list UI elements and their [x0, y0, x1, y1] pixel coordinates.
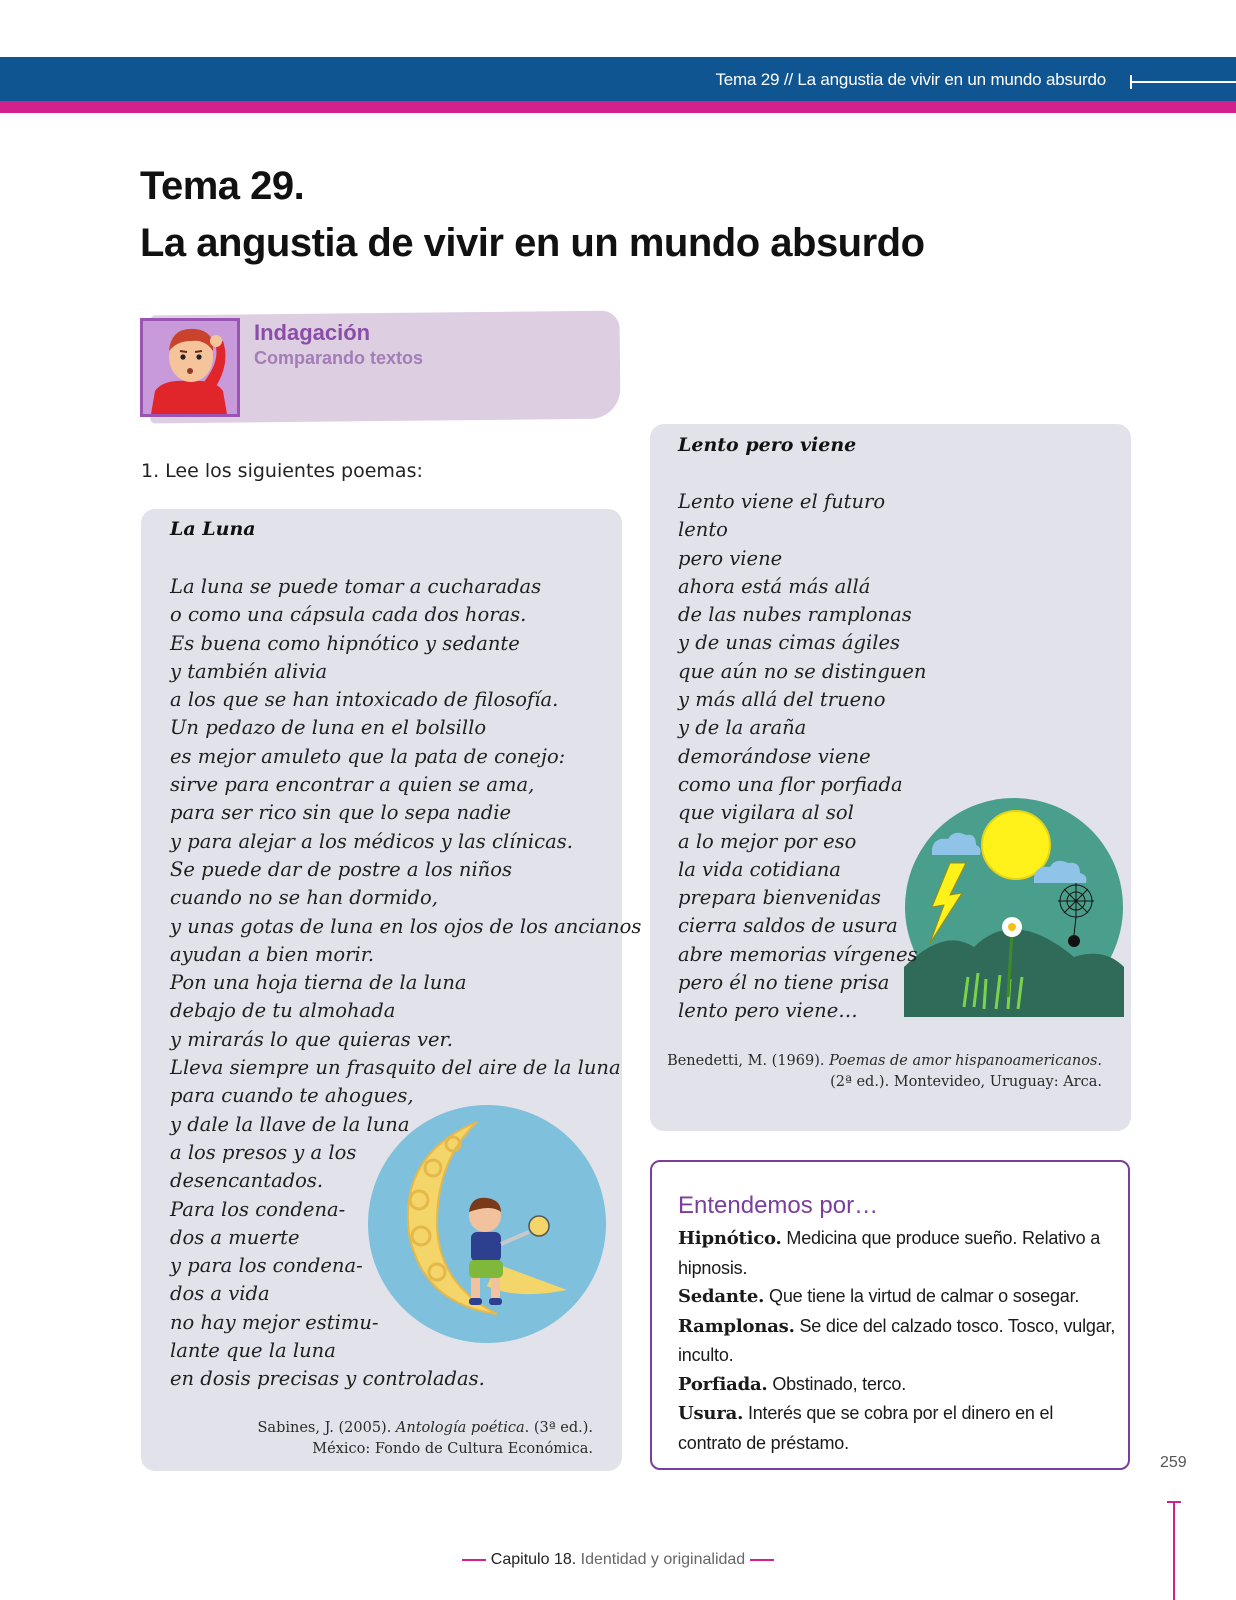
poem-line: demorándose viene	[678, 744, 871, 768]
poem-line: abre memorias vírgenes	[678, 942, 918, 966]
poem-line: que vigilara al sol	[678, 801, 854, 825]
poem-line: Lento viene el futuro	[678, 490, 886, 513]
poem-line: sirve para encontrar a quien se ama,	[170, 773, 535, 797]
glossary-entry	[678, 1312, 1118, 1370]
poem-line: para ser rico sin que lo sepa nadie	[170, 801, 511, 825]
poem-la-luna-citation	[200, 1418, 593, 1460]
header-stripe	[0, 101, 1236, 113]
poem-line: y más allá del trueno	[678, 688, 886, 712]
glossary-term: Porfiada.	[678, 1373, 768, 1395]
poem-line: y unas gotas de luna en los ojos de los ancianos	[170, 914, 642, 938]
glossary-term: Ramplonas.	[678, 1315, 795, 1337]
poem-line: a los presos y a los	[170, 1140, 357, 1164]
poem-line: la vida cotidiana	[678, 857, 841, 881]
poem-line: dos a vida	[170, 1282, 270, 1306]
glossary-list	[678, 1224, 1118, 1457]
page-title-line2: La angustia de vivir en un mundo absurdo	[140, 221, 925, 265]
page-title	[140, 158, 925, 272]
poem-line: cierra saldos de usura	[678, 914, 898, 938]
poem-line: como una flor porfiada	[678, 772, 903, 796]
footer-title: Identidad y originalidad	[576, 1551, 746, 1568]
poem-line: y de la araña	[678, 716, 807, 740]
poem-lento-citation	[660, 1051, 1102, 1093]
citation-work: Antología poética	[395, 1420, 525, 1436]
poem-line: cuando no se han dormido,	[170, 886, 438, 910]
poem-la-luna-lines	[170, 573, 641, 1394]
header-rule	[1131, 81, 1236, 83]
poem-line: Lleva siempre un frasquito del aire de la luna	[170, 1056, 621, 1080]
citation-work: Poemas de amor hispanoamericanos.	[829, 1053, 1102, 1069]
poem-lento-lines	[678, 488, 926, 1026]
citation-author: Sabines, J. (2005).	[257, 1420, 396, 1436]
poem-line: Es buena como hipnótico y sedante	[170, 631, 520, 655]
glossary-entry	[678, 1282, 1118, 1312]
poem-line: para cuando te ahogues,	[170, 1084, 414, 1108]
glossary-term: Usura.	[678, 1403, 744, 1424]
poem-line: en dosis precisas y controladas.	[170, 1367, 485, 1391]
glossary-entry	[678, 1399, 1118, 1457]
poem-line: Pon una hoja tierna de la luna	[170, 971, 467, 995]
poem-la-luna-title: La Luna	[170, 518, 256, 540]
poem-line: La luna se puede tomar a cucharadas	[170, 575, 542, 598]
glossary-box	[650, 1160, 1130, 1470]
poem-line: y para alejar a los médicos y las clínicas.	[170, 829, 573, 853]
poem-line: ayudan a bien morir.	[170, 942, 375, 966]
poem-line: de las nubes ramplonas	[678, 603, 912, 627]
footer-chapter: Capitulo 18.	[490, 1551, 577, 1568]
glossary-definition: Obstinado, terco.	[767, 1373, 906, 1394]
glossary-definition: Se dice del calzado tosco. Tosco, vulgar, inculto.	[678, 1315, 1116, 1365]
poem-line: y para los condena-	[170, 1254, 363, 1278]
poem-line: no hay mejor estimu-	[170, 1310, 379, 1334]
poem-line: pero él no tiene prisa	[678, 971, 890, 995]
glossary-term: Hipnótico.	[678, 1228, 782, 1249]
poem-line: y dale la llave de la luna	[170, 1112, 410, 1136]
page-title-line1: Tema 29.	[140, 164, 305, 208]
citation-publisher: (2ª ed.). Montevideo, Uruguay: Arca.	[830, 1074, 1102, 1090]
glossary-title: Entendemos por…	[678, 1192, 879, 1219]
poem-line: y también alivia	[170, 659, 328, 683]
poem-line: y mirarás lo que quieras ver.	[170, 1027, 453, 1051]
running-title: Tema 29 // La angustia de vivir en un mundo absurdo	[715, 70, 1106, 89]
poem-line: lento pero viene…	[678, 999, 858, 1023]
poem-line: ahora está más allá	[678, 574, 871, 598]
poem-line: o como una cápsula cada dos horas.	[170, 603, 527, 627]
instruction: 1. Lee los siguientes poemas:	[141, 460, 423, 482]
citation-author: Benedetti, M. (1969).	[667, 1053, 830, 1069]
citation-edition: . (3ª ed.).	[524, 1420, 593, 1436]
glossary-entry	[678, 1370, 1118, 1400]
footer	[0, 1551, 1236, 1569]
glossary-definition: Interés que se cobra por el dinero en el contrato de préstamo.	[678, 1403, 1054, 1453]
poem-line: y de unas cimas ágiles	[678, 631, 900, 655]
poem-line: Para los condena-	[170, 1197, 346, 1221]
inquiry-subtitle: Comparando textos	[254, 348, 424, 368]
glossary-entry	[678, 1224, 1118, 1282]
poem-line: lento	[678, 518, 728, 542]
glossary-definition: Que tiene la virtud de calmar o sosegar.	[764, 1286, 1080, 1306]
poem-line: Se puede dar de postre a los niños	[170, 857, 512, 881]
inquiry-title: Indagación	[254, 320, 371, 345]
poem-line: a los que se han intoxicado de filosofía.	[170, 688, 559, 712]
footer-dash-right	[750, 1559, 774, 1561]
glossary-term: Sedante.	[678, 1286, 765, 1307]
nature-illustration	[904, 797, 1124, 1017]
poem-line: que aún no se distinguen	[678, 659, 927, 683]
poem-line: lante que la luna	[170, 1339, 336, 1363]
poem-line: es mejor amuleto que la pata de conejo:	[170, 744, 566, 768]
poem-line: dos a muerte	[170, 1225, 300, 1249]
poem-line: debajo de tu almohada	[170, 999, 396, 1023]
poem-line: prepara bienvenidas	[678, 886, 881, 910]
thinking-boy-icon	[140, 318, 240, 417]
poem-lento-title: Lento pero viene	[678, 434, 857, 456]
glossary-definition: Medicina que produce sueño. Relativo a hipnosis.	[678, 1228, 1100, 1278]
poem-line: a lo mejor por eso	[678, 829, 857, 853]
footer-dash-left	[462, 1559, 486, 1561]
poem-line: desencantados.	[170, 1169, 324, 1193]
citation-publisher: México: Fondo de Cultura Económica.	[312, 1441, 593, 1457]
poem-line: pero viene	[678, 546, 783, 570]
page-number: 259	[1160, 1454, 1187, 1471]
poem-line: Un pedazo de luna en el bolsillo	[170, 716, 487, 740]
